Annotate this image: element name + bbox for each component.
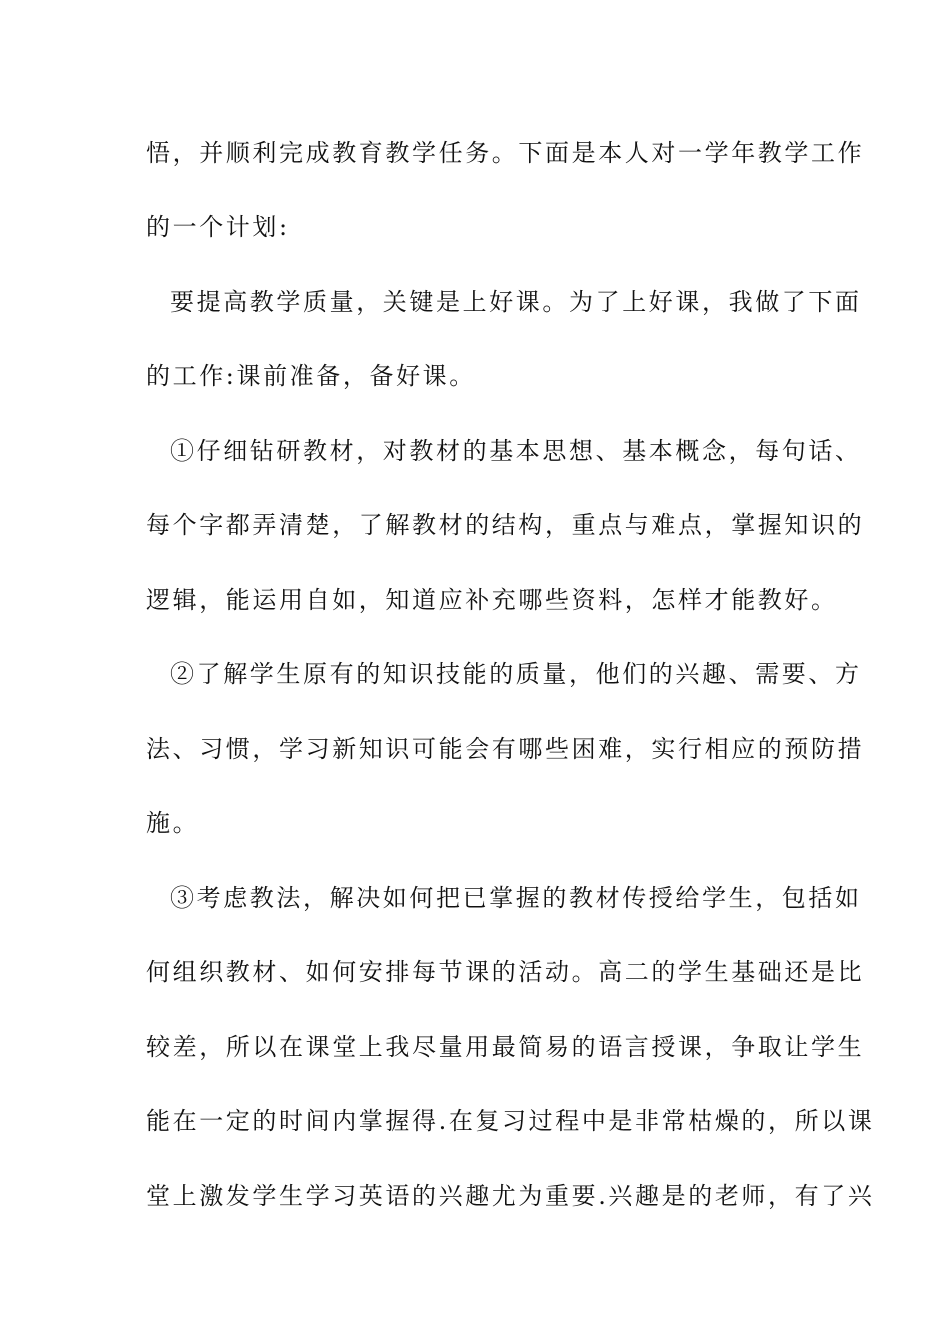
text-line: 的工作:课前准备，备好课。 (146, 362, 476, 390)
text-line: 每个字都弄清楚，了解教材的结构，重点与难点，掌握知识的 (146, 511, 865, 539)
text-line: 施。 (146, 809, 200, 837)
paragraph-first-line: ③考虑教法，解决如何把已掌握的教材传授给学生，包括如 (170, 884, 862, 912)
text-line: 堂上激发学生学习英语的兴趣尤为重要.兴趣是的老师，有了兴 (146, 1182, 875, 1210)
paragraph-first-line: ②了解学生原有的知识技能的质量，他们的兴趣、需要、方 (170, 660, 862, 688)
paragraph-first-line: ①仔细钻研教材，对教材的基本思想、基本概念，每句话、 (170, 437, 862, 465)
text-line: 悟，并顺利完成教育教学任务。下面是本人对一学年教学工作 (146, 139, 865, 167)
text-line: 的一个计划: (146, 213, 290, 241)
paragraph-first-line: 要提高教学质量，关键是上好课。为了上好课，我做了下面 (170, 288, 862, 316)
text-line: 能在一定的时间内掌握得.在复习过程中是非常枯燥的，所以课 (146, 1107, 875, 1135)
text-line: 较差，所以在课堂上我尽量用最简易的语言授课，争取让学生 (146, 1033, 865, 1061)
text-line: 逻辑，能运用自如，知道应补充哪些资料，怎样才能教好。 (146, 586, 838, 614)
text-line: 法、习惯，学习新知识可能会有哪些困难，实行相应的预防措 (146, 735, 865, 763)
text-line: 何组织教材、如何安排每节课的活动。高二的学生基础还是比 (146, 958, 865, 986)
